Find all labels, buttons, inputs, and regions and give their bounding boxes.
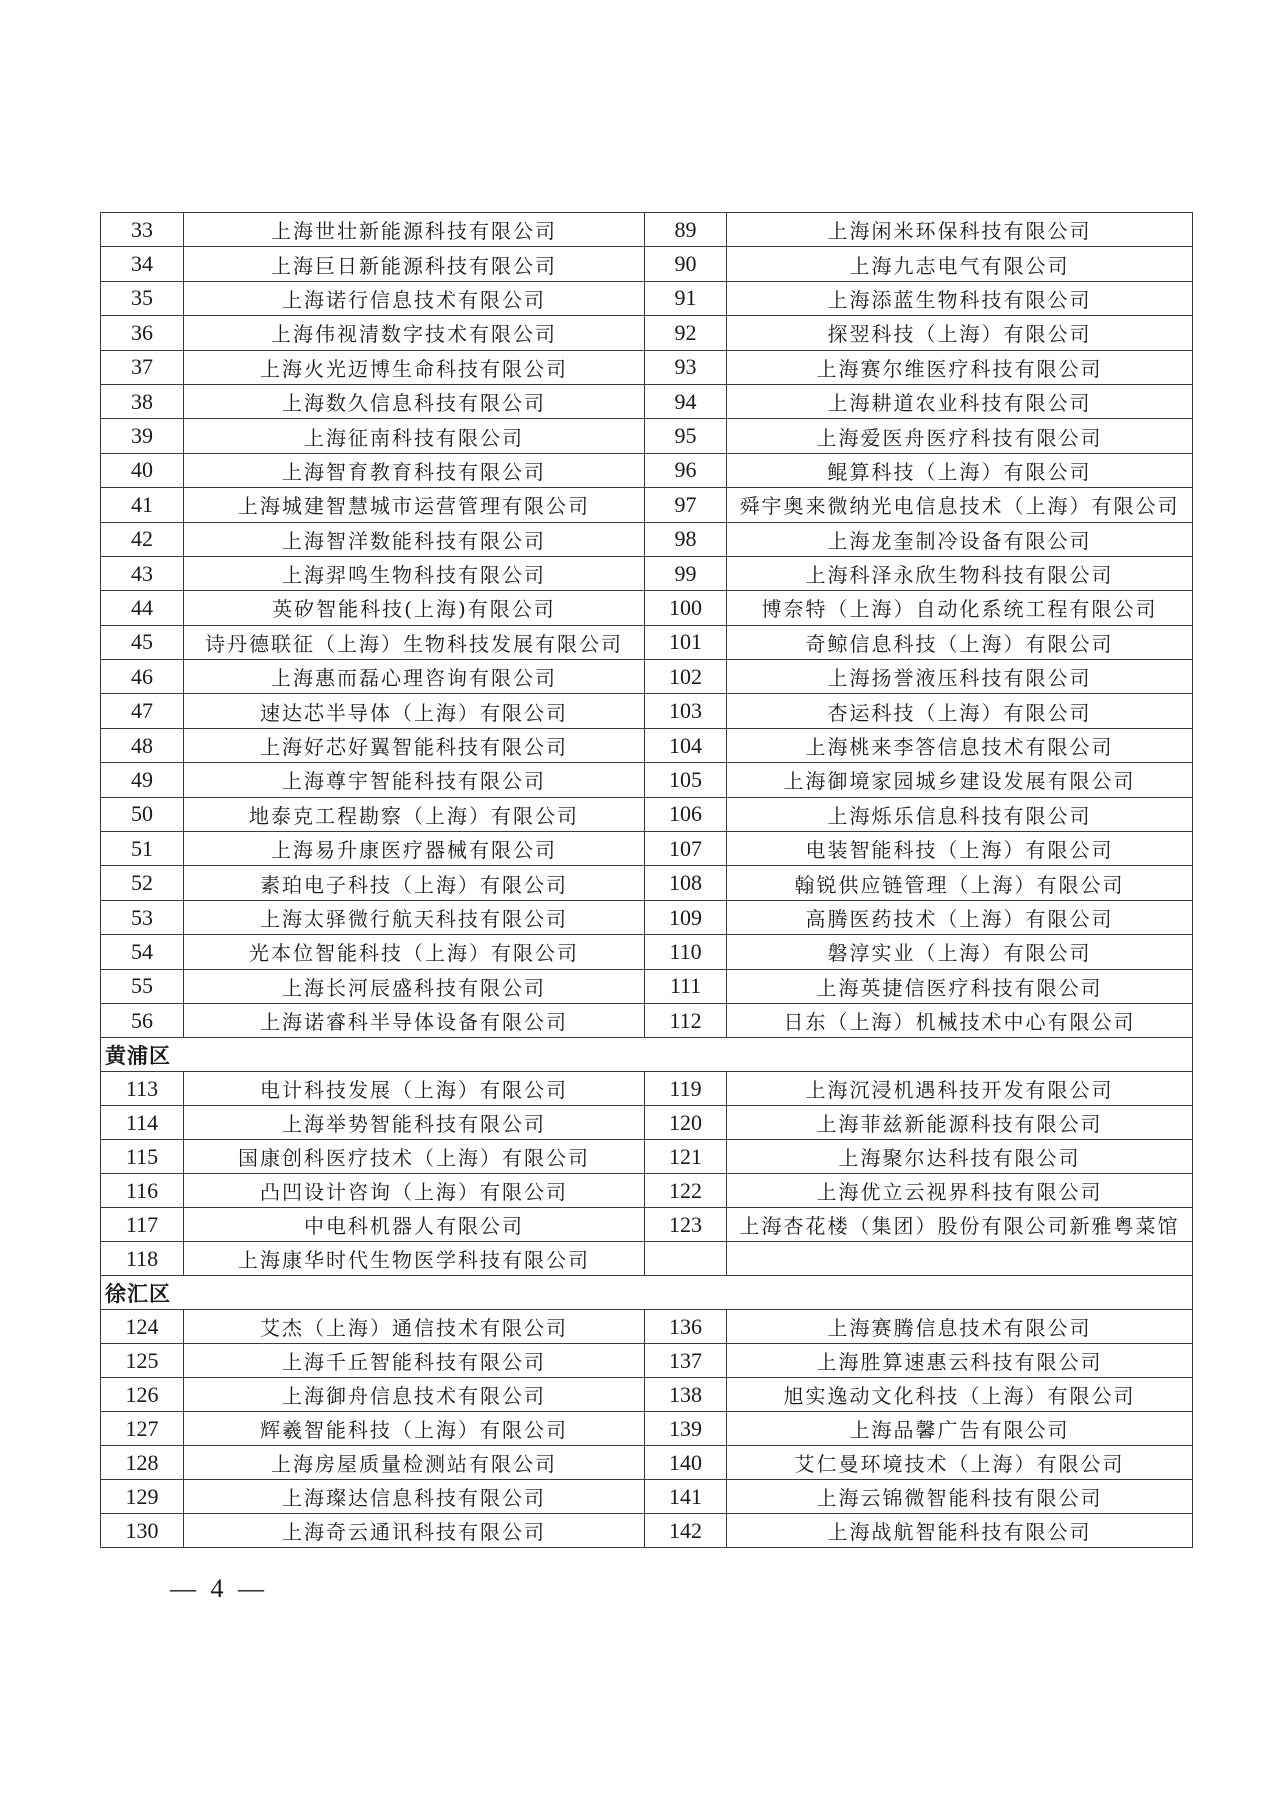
table-row [101,625,1193,659]
company-number: 45 [101,625,184,659]
company-list-table [100,212,1193,1548]
company-name: 艾仁曼环境技术（上海）有限公司 [727,1446,1193,1480]
company-name: 上海赛尔维医疗科技有限公司 [727,350,1193,384]
company-number: 118 [101,1242,184,1276]
company-name: 凸凹设计咨询（上海）有限公司 [184,1174,645,1208]
company-name: 上海璨达信息科技有限公司 [184,1480,645,1514]
company-number: 91 [645,281,727,315]
company-number: 120 [645,1106,727,1140]
company-name: 上海诺行信息技术有限公司 [184,281,645,315]
company-name: 上海智育教育科技有限公司 [184,453,645,487]
company-number: 46 [101,660,184,694]
company-number: 36 [101,316,184,350]
company-name: 英矽智能科技(上海)有限公司 [184,591,645,625]
company-name: 上海烁乐信息科技有限公司 [727,797,1193,831]
company-name: 上海战航智能科技有限公司 [727,1514,1193,1548]
company-number: 122 [645,1174,727,1208]
company-name: 上海诺睿科半导体设备有限公司 [184,1003,645,1037]
company-number: 44 [101,591,184,625]
company-name: 上海菲兹新能源科技有限公司 [727,1106,1193,1140]
company-number: 51 [101,832,184,866]
company-number: 53 [101,900,184,934]
company-number: 127 [101,1412,184,1446]
table-row [101,866,1193,900]
company-number: 49 [101,763,184,797]
company-name: 上海惠而磊心理咨询有限公司 [184,660,645,694]
company-name: 高腾医药技术（上海）有限公司 [727,900,1193,934]
company-name: 上海奇云通讯科技有限公司 [184,1514,645,1548]
company-number: 101 [645,625,727,659]
table-row [101,419,1193,453]
company-number: 48 [101,728,184,762]
company-number: 42 [101,522,184,556]
company-number: 55 [101,969,184,1003]
district-title: 黄浦区 [101,1038,1193,1072]
table-row [101,384,1193,418]
company-number: 41 [101,488,184,522]
company-number: 95 [645,419,727,453]
table-row [101,1344,1193,1378]
company-number: 47 [101,694,184,728]
table-row [101,1378,1193,1412]
company-number: 37 [101,350,184,384]
table-row [101,797,1193,831]
company-number: 139 [645,1412,727,1446]
table-row [101,1003,1193,1037]
company-list-body [101,213,1193,1548]
table-row [101,935,1193,969]
company-name: 上海城建智慧城市运营管理有限公司 [184,488,645,522]
company-number: 107 [645,832,727,866]
company-name: 电装智能科技（上海）有限公司 [727,832,1193,866]
table-row [101,1106,1193,1140]
table-row [101,1310,1193,1344]
company-name: 上海智洋数能科技有限公司 [184,522,645,556]
table-row [101,694,1193,728]
company-number [645,1242,727,1276]
company-name: 上海优立云视界科技有限公司 [727,1174,1193,1208]
page-number: — 4 — [170,1574,268,1603]
company-number: 103 [645,694,727,728]
company-name: 博奈特（上海）自动化系统工程有限公司 [727,591,1193,625]
company-number: 105 [645,763,727,797]
company-number: 33 [101,213,184,247]
table-row [101,728,1193,762]
district-header-row [101,1276,1193,1310]
table-row [101,1174,1193,1208]
company-name: 上海沉浸机遇科技开发有限公司 [727,1072,1193,1106]
company-name: 上海康华时代生物医学科技有限公司 [184,1242,645,1276]
company-number: 117 [101,1208,184,1242]
company-name: 上海世壮新能源科技有限公司 [184,213,645,247]
company-name: 诗丹德联征（上海）生物科技发展有限公司 [184,625,645,659]
company-name: 舜宇奥来微纳光电信息技术（上海）有限公司 [727,488,1193,522]
company-name: 上海火光迈博生命科技有限公司 [184,350,645,384]
company-name: 光本位智能科技（上海）有限公司 [184,935,645,969]
company-number: 124 [101,1310,184,1344]
company-name: 鲲算科技（上海）有限公司 [727,453,1193,487]
company-name: 上海尊宇智能科技有限公司 [184,763,645,797]
company-name: 旭实逸动文化科技（上海）有限公司 [727,1378,1193,1412]
company-name: 杏运科技（上海）有限公司 [727,694,1193,728]
table-row [101,763,1193,797]
company-number: 104 [645,728,727,762]
company-name: 上海易升康医疗器械有限公司 [184,832,645,866]
company-name: 上海千丘智能科技有限公司 [184,1344,645,1378]
company-number: 43 [101,556,184,590]
table-row [101,213,1193,247]
company-name: 上海数久信息科技有限公司 [184,384,645,418]
table-row [101,281,1193,315]
company-name: 探翌科技（上海）有限公司 [727,316,1193,350]
company-name: 上海桃来李答信息技术有限公司 [727,728,1193,762]
company-name: 上海征南科技有限公司 [184,419,645,453]
company-name: 上海品馨广告有限公司 [727,1412,1193,1446]
company-number: 108 [645,866,727,900]
company-name: 上海九志电气有限公司 [727,247,1193,281]
company-name: 翰锐供应链管理（上海）有限公司 [727,866,1193,900]
company-number: 99 [645,556,727,590]
company-name [727,1242,1193,1276]
company-name: 地泰克工程勘察（上海）有限公司 [184,797,645,831]
table-row [101,522,1193,556]
company-number: 113 [101,1072,184,1106]
company-name: 上海好芯好翼智能科技有限公司 [184,728,645,762]
company-name: 上海聚尔达科技有限公司 [727,1140,1193,1174]
table-row [101,1208,1193,1242]
company-number: 112 [645,1003,727,1037]
company-name: 上海羿鸣生物科技有限公司 [184,556,645,590]
company-number: 130 [101,1514,184,1548]
company-name: 上海御舟信息技术有限公司 [184,1378,645,1412]
company-number: 114 [101,1106,184,1140]
company-name: 上海耕道农业科技有限公司 [727,384,1193,418]
company-number: 106 [645,797,727,831]
company-number: 94 [645,384,727,418]
company-number: 90 [645,247,727,281]
district-header-row [101,1038,1193,1072]
company-name: 奇鲸信息科技（上海）有限公司 [727,625,1193,659]
company-number: 56 [101,1003,184,1037]
district-title: 徐汇区 [101,1276,1193,1310]
company-number: 123 [645,1208,727,1242]
table-row [101,969,1193,1003]
company-number: 52 [101,866,184,900]
company-name: 电计科技发展（上海）有限公司 [184,1072,645,1106]
table-row [101,1480,1193,1514]
company-number: 111 [645,969,727,1003]
company-name: 上海御境家园城乡建设发展有限公司 [727,763,1193,797]
company-number: 98 [645,522,727,556]
company-name: 上海闲米环保科技有限公司 [727,213,1193,247]
company-name: 上海添蓝生物科技有限公司 [727,281,1193,315]
table-row [101,488,1193,522]
company-number: 136 [645,1310,727,1344]
company-number: 50 [101,797,184,831]
company-number: 92 [645,316,727,350]
company-name: 国康创科医疗技术（上海）有限公司 [184,1140,645,1174]
company-name: 上海胜算速惠云科技有限公司 [727,1344,1193,1378]
company-name: 上海扬誉液压科技有限公司 [727,660,1193,694]
company-number: 116 [101,1174,184,1208]
company-number: 96 [645,453,727,487]
company-name: 上海举势智能科技有限公司 [184,1106,645,1140]
company-number: 100 [645,591,727,625]
company-name: 上海科泽永欣生物科技有限公司 [727,556,1193,590]
table-row [101,660,1193,694]
table-row [101,1242,1193,1276]
company-number: 38 [101,384,184,418]
company-number: 39 [101,419,184,453]
table-row [101,1412,1193,1446]
company-number: 138 [645,1378,727,1412]
company-number: 110 [645,935,727,969]
company-number: 93 [645,350,727,384]
company-name: 磐淳实业（上海）有限公司 [727,935,1193,969]
company-name: 辉羲智能科技（上海）有限公司 [184,1412,645,1446]
company-name: 素珀电子科技（上海）有限公司 [184,866,645,900]
company-name: 上海英捷信医疗科技有限公司 [727,969,1193,1003]
table-row [101,453,1193,487]
company-number: 109 [645,900,727,934]
table-row [101,556,1193,590]
table-row [101,591,1193,625]
company-number: 54 [101,935,184,969]
company-number: 97 [645,488,727,522]
company-name: 上海伟视清数字技术有限公司 [184,316,645,350]
company-number: 40 [101,453,184,487]
company-number: 121 [645,1140,727,1174]
table-row [101,247,1193,281]
table-row [101,350,1193,384]
company-name: 上海太驿微行航天科技有限公司 [184,900,645,934]
company-number: 89 [645,213,727,247]
company-name: 速达芯半导体（上海）有限公司 [184,694,645,728]
company-name: 上海爱医舟医疗科技有限公司 [727,419,1193,453]
table-row [101,832,1193,866]
company-name: 上海龙奎制冷设备有限公司 [727,522,1193,556]
company-name: 上海杏花楼（集团）股份有限公司新雅粤菜馆 [727,1208,1193,1242]
company-name: 上海赛腾信息技术有限公司 [727,1310,1193,1344]
company-number: 126 [101,1378,184,1412]
company-number: 142 [645,1514,727,1548]
company-number: 115 [101,1140,184,1174]
company-number: 129 [101,1480,184,1514]
table-row [101,1446,1193,1480]
table-row [101,1140,1193,1174]
company-name: 日东（上海）机械技术中心有限公司 [727,1003,1193,1037]
company-number: 140 [645,1446,727,1480]
company-number: 102 [645,660,727,694]
table-row [101,900,1193,934]
company-number: 125 [101,1344,184,1378]
company-name: 艾杰（上海）通信技术有限公司 [184,1310,645,1344]
company-number: 141 [645,1480,727,1514]
company-name: 上海巨日新能源科技有限公司 [184,247,645,281]
table-row [101,1514,1193,1548]
company-number: 35 [101,281,184,315]
table-row [101,316,1193,350]
table-row [101,1072,1193,1106]
company-number: 128 [101,1446,184,1480]
company-number: 119 [645,1072,727,1106]
company-name: 上海云锦微智能科技有限公司 [727,1480,1193,1514]
company-name: 中电科机器人有限公司 [184,1208,645,1242]
company-number: 137 [645,1344,727,1378]
company-name: 上海房屋质量检测站有限公司 [184,1446,645,1480]
company-number: 34 [101,247,184,281]
company-name: 上海长河辰盛科技有限公司 [184,969,645,1003]
